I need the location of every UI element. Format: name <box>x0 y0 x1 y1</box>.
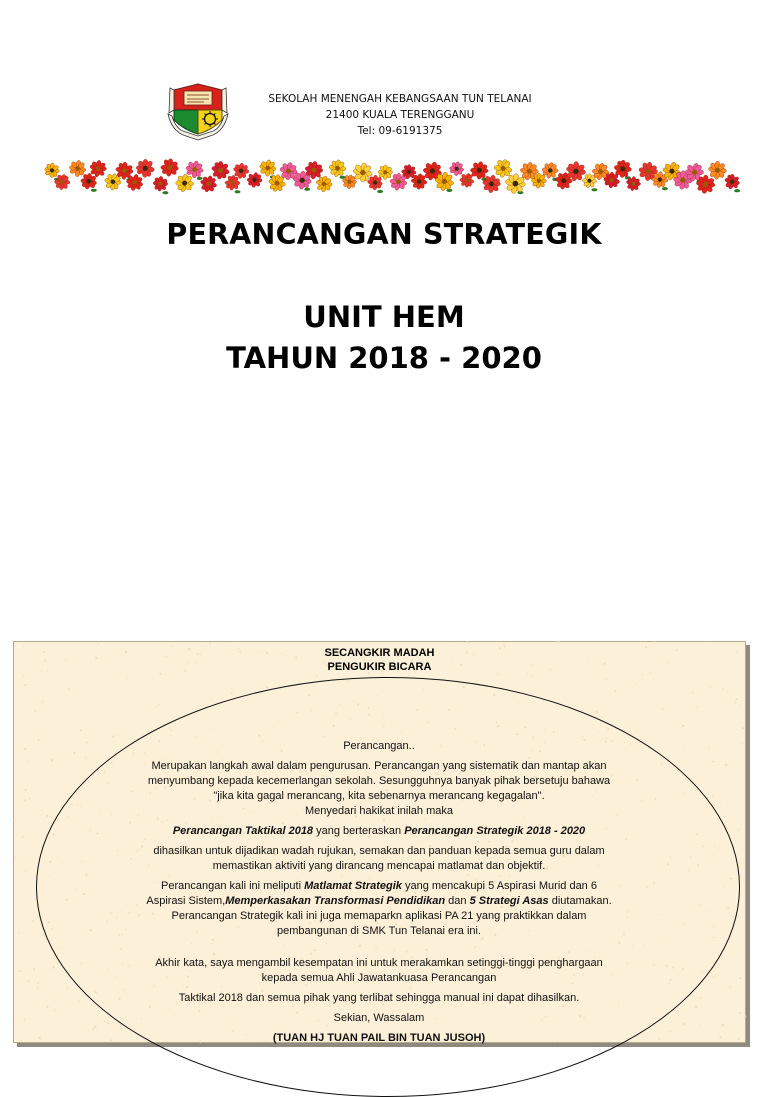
flower-icon <box>176 174 194 192</box>
para4-c: dan <box>445 895 470 907</box>
foreword-signature: (TUAN HJ TUAN PAIL BIN TUAN JUSOH) <box>272 1032 486 1044</box>
flower-icon <box>708 161 727 179</box>
foreword-para-1: Merupakan langkah awal dalam pengurusan. Perancangan yang sistematik dan mantap akan menyumbang kepada kecemerlangan sekolah. Sesungguhnya banyak pihak bersetuju bahawa "jika kita gagal merancang, kita sebenarnya merancang kegagalan". <box>147 760 611 802</box>
year-range-title: TAHUN 2018 - 2020 <box>226 341 542 375</box>
school-address-block <box>230 91 570 139</box>
unit-title: UNIT HEM <box>303 300 465 334</box>
em-strategi-asas: 5 Strategi Asas <box>469 895 549 907</box>
flower-icon <box>329 160 346 177</box>
flower-icon <box>247 172 262 188</box>
para4-d: diutamakan. Perancangan Strategik kali ini juga memaparkn aplikasi PA 21 yang praktikkan dalam pembangunan di SMK Tun Telanai era ini. <box>171 895 612 937</box>
foreword-para-2 <box>144 824 614 839</box>
flower-icon <box>482 175 500 193</box>
em-strategik: Perancangan Strategik 2018 - 2020 <box>404 825 586 837</box>
foreword-para-5: Akhir kata, saya mengambil kesempatan ini untuk merakamkan setinggi-tinggi penghargaan kepada semua Ahli Jawatankuasa Perancangan <box>155 957 603 984</box>
flower-icon <box>153 176 168 191</box>
para4-a: Perancangan kali ini meliputi <box>161 880 305 892</box>
flower-icon <box>44 163 59 178</box>
flower-icon <box>186 160 204 178</box>
em-transformasi: Memperkasakan Transformasi Pendidikan <box>225 895 446 907</box>
para2-connector: yang berteraskan <box>313 825 405 837</box>
foreword-panel <box>13 641 746 1043</box>
school-postcode: 21400 KUALA TERENGGANU <box>325 109 475 121</box>
school-name: SEKOLAH MENENGAH KEBANGSAAN TUN TELANAI <box>268 93 532 105</box>
flower-icon <box>161 158 179 176</box>
foreword-heading-2: PENGUKIR BICARA <box>327 661 432 673</box>
foreword-body <box>144 739 614 1046</box>
flower-icon <box>494 159 513 178</box>
flower-icon <box>259 160 276 177</box>
para4-b: yang mencakupi 5 Aspirasi Murid dan 6 Aspirasi Sistem, <box>146 880 597 907</box>
em-matlamat: Matlamat Strategik <box>304 880 402 892</box>
em-taktikal: Perancangan Taktikal 2018 <box>172 825 314 837</box>
foreword-opening: Perancangan.. <box>343 740 415 752</box>
flower-icon <box>233 163 249 179</box>
foreword-closing: Sekian, Wassalam <box>333 1012 425 1024</box>
flower-icon <box>449 161 464 175</box>
foreword-para-6: Taktikal 2018 dan semua pihak yang terlibat sehingga manual ini dapat dihasilkan. <box>178 992 580 1004</box>
flower-icon <box>81 173 97 190</box>
foreword-para-3: dihasilkan untuk dijadikan wadah rujukan, semakan dan panduan kepada semua guru dalam memastikan aktiviti yang dirancang mencapai matlamat dan objektif. <box>153 845 605 872</box>
flower-icon <box>211 161 230 179</box>
foreword-heading-1: SECANGKIR MADAH <box>324 647 435 659</box>
school-phone: Tel: 09-6191375 <box>357 125 443 137</box>
flower-icon <box>54 174 70 190</box>
flower-icon <box>200 175 217 192</box>
flower-icon <box>69 160 86 177</box>
document-title: PERANCANGAN STRATEGIK <box>166 218 602 251</box>
foreword-para-1-end: Menyedari hakikat inilah maka <box>305 805 453 817</box>
school-crest-logo <box>166 80 230 142</box>
flower-icon <box>724 174 740 189</box>
flower-icon <box>89 160 106 177</box>
flower-border-decoration <box>44 158 732 196</box>
flower-icon <box>316 176 333 192</box>
flower-icon <box>378 165 393 180</box>
foreword-para-4 <box>144 879 614 939</box>
flower-icon <box>470 161 488 179</box>
flower-icon <box>136 159 155 177</box>
flower-icon <box>225 175 240 190</box>
